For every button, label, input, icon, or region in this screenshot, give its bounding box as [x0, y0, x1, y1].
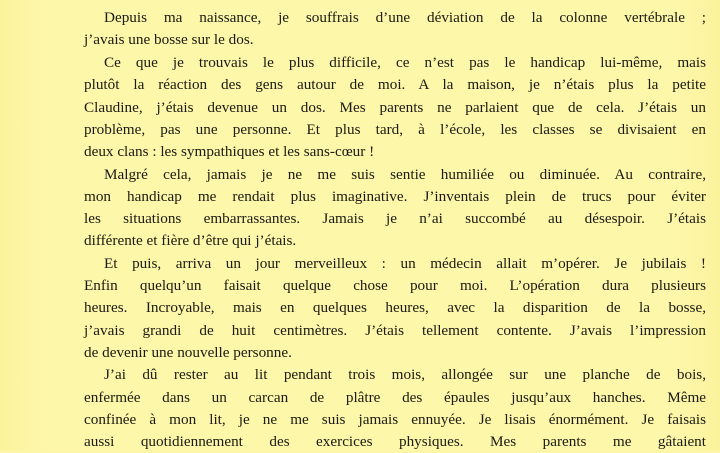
- text-line: aussi quotidiennement des exercices physiques. Mes parents me gâtaient: [84, 433, 706, 450]
- text-line: les situations embarrassantes. Jamais je n’ai succombé au désespoir. J’étais: [84, 210, 706, 227]
- text-line: mon handicap me rendait plus imaginative. J’inventais plein de trucs pour éviter: [84, 188, 706, 205]
- text-line: j’avais une bosse sur le dos.: [84, 31, 254, 48]
- text-line: différente et fière d’être qui j’étais.: [84, 232, 297, 249]
- text-line: Depuis ma naissance, je souffrais d’une déviation de la colonne vertébrale ;: [104, 9, 706, 26]
- text-line: deux clans : les sympathiques et les sans-cœur !: [84, 143, 375, 160]
- text-line: Malgré cela, jamais je ne me suis sentie humiliée ou diminuée. Au contraire,: [104, 166, 706, 183]
- text-line: problème, pas une personne. Et plus tard, à l’école, les classes se divisaient en: [84, 121, 706, 138]
- text-line: enfermée dans un carcan de plâtre des épaules jusqu’aux hanches. Même: [84, 389, 706, 406]
- text-line: Ce que je trouvais le plus difficile, ce n’est pas le handicap lui-même, mais: [104, 54, 706, 71]
- text-line: Claudine, j’étais devenue un dos. Mes parents ne parlaient que de cela. J’étais un: [84, 99, 706, 116]
- text-line: plutôt la réaction des gens autour de moi. A la maison, je n’étais plus la petite: [84, 76, 706, 93]
- text-line: J’ai dû rester au lit pendant trois mois, allongée sur une planche de bois,: [104, 366, 706, 383]
- text-line: confinée à mon lit, je ne me suis jamais ennuyée. Je lisais énormément. Je faisais: [84, 411, 706, 428]
- text-line: de devenir une nouvelle personne.: [84, 344, 292, 361]
- text-line: Enfin quelqu’un faisait quelque chose pour moi. L’opération dura plusieurs: [84, 277, 706, 294]
- text-line: heures. Incroyable, mais en quelques heures, avec la disparition de la bosse,: [84, 299, 706, 316]
- text-line: j’avais grandi de huit centimètres. J’étais tellement contente. J’avais l’impression: [84, 322, 706, 339]
- text-line: Et puis, arriva un jour merveilleux : un médecin allait m’opérer. Je jubilais !: [104, 255, 706, 272]
